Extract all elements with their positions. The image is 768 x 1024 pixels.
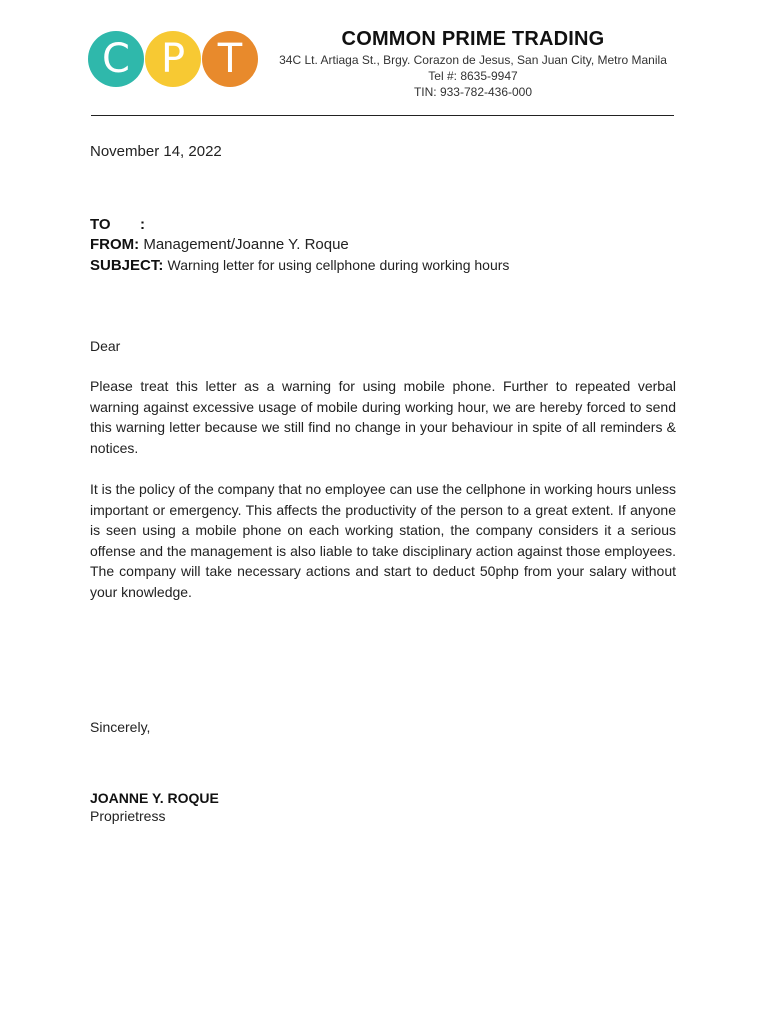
company-tin: TIN: 933-782-436-000 <box>413 85 533 99</box>
signatory-name: JOANNE Y. ROQUE <box>90 790 219 806</box>
logo-letter-t: T <box>202 31 258 87</box>
letterhead-divider <box>91 115 674 116</box>
memo-header <box>90 215 680 276</box>
from-value: Management/Joanne Y. Roque <box>143 236 349 253</box>
body-paragraph-1: Please treat this letter as a warning for using mobile phone. Further to repeated verbal warning against excessive usage of mobile during working hour, we are hereby forced to send this warning letter because we still find no change in your behaviour in spite of all reminders & notices. <box>90 378 676 456</box>
logo-letter-p: P <box>145 31 201 87</box>
signatory-title: Proprietress <box>90 808 166 824</box>
to-separator: : <box>140 216 145 233</box>
company-name: COMMON PRIME TRADING <box>341 28 605 50</box>
logo-letter-c: C <box>88 31 144 87</box>
company-tel: Tel #: 8635-9947 <box>428 69 518 83</box>
letterhead <box>268 26 678 100</box>
from-label: FROM: <box>90 236 140 253</box>
to-row <box>90 215 680 235</box>
subject-label: SUBJECT: <box>90 257 164 274</box>
body-paragraph-2: It is the policy of the company that no employee can use the cellphone in working hours unless important or emergency. This affects the productivity of the person to a great extent. If anyone is seen using a mobile phone on each working station, the company considers it a serious offense and the management is also liable to take disciplinary action against those employees. The company will take necessary actions and start to deduct 50php from your salary without your knowledge. <box>90 481 677 600</box>
from-row <box>90 235 680 255</box>
company-address: 34C Lt. Artiaga St., Brgy. Corazon de Jesus, San Juan City, Metro Manila <box>279 53 667 67</box>
salutation: Dear <box>90 338 121 354</box>
company-logo <box>88 31 258 89</box>
closing: Sincerely, <box>90 719 151 735</box>
letter-date: November 14, 2022 <box>90 143 222 160</box>
to-label: TO <box>90 216 111 233</box>
subject-row <box>90 255 680 276</box>
subject-value: Warning letter for using cellphone during working hours <box>167 257 510 273</box>
